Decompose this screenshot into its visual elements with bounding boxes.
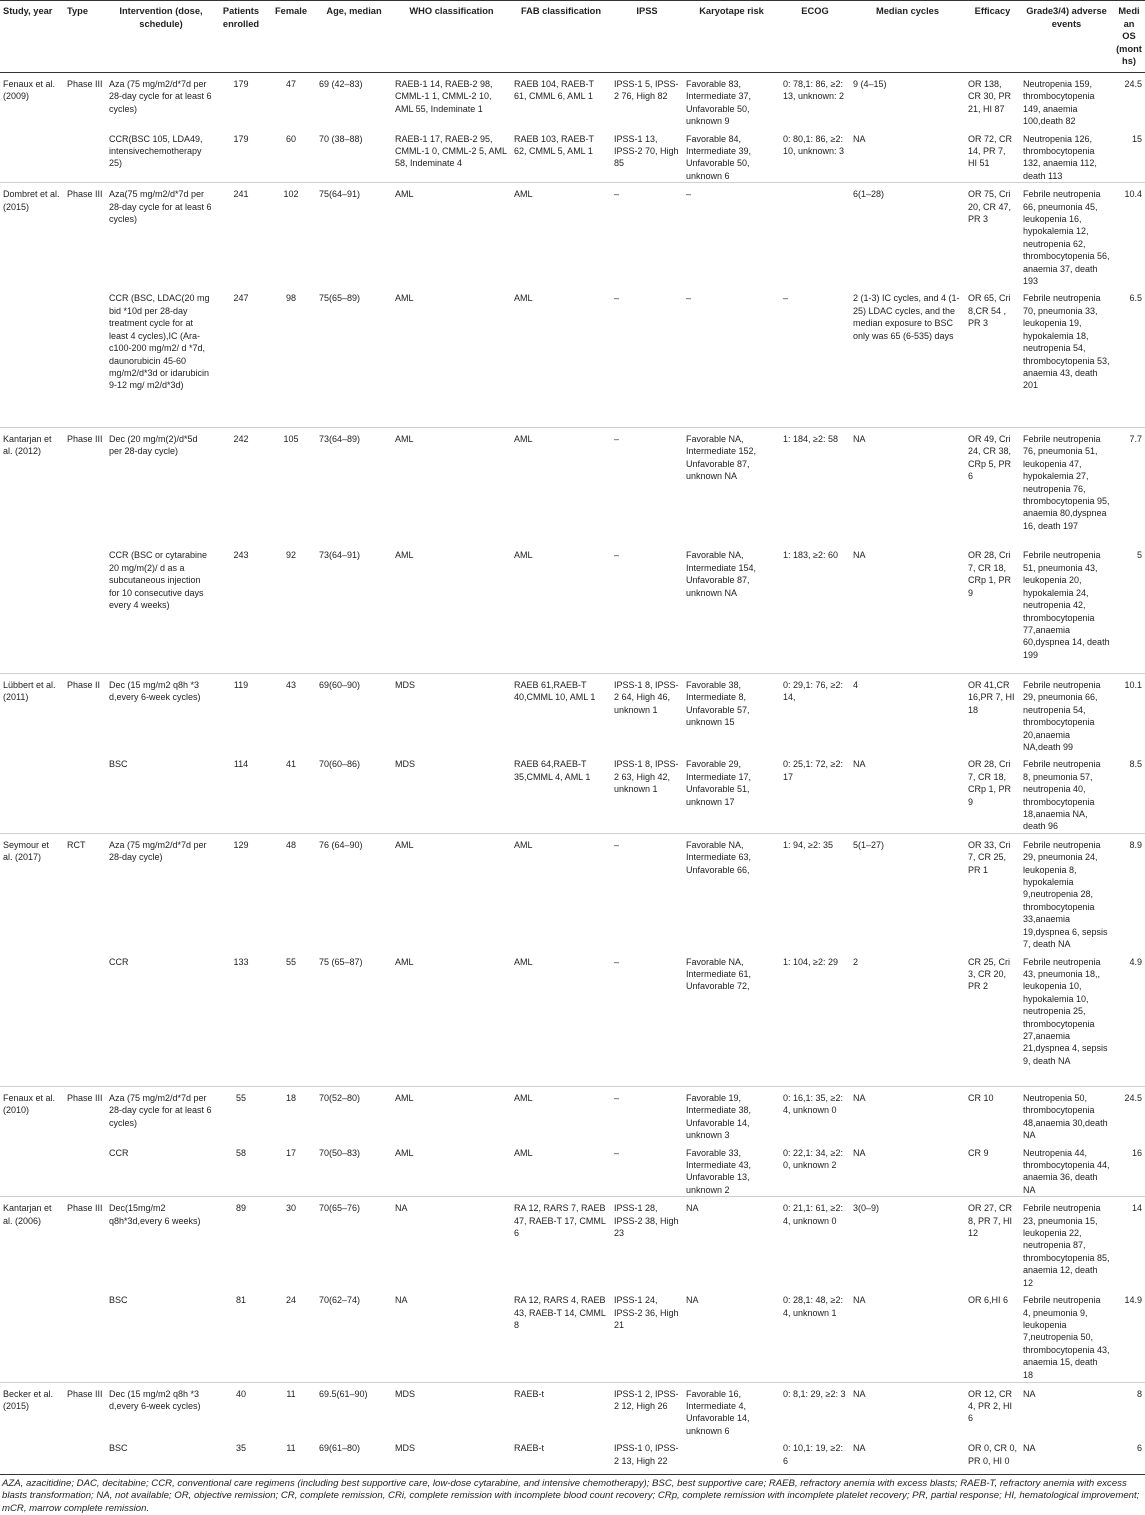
cell-ipss: –	[614, 550, 620, 561]
cell-ecog: 0: 28,1: 48, ≥2: 4, unknown 1	[783, 1295, 843, 1318]
header-ecog: ECOG	[780, 1, 850, 73]
table-row	[0, 673, 1145, 753]
cell-type: Phase III	[67, 78, 103, 89]
table-row	[0, 183, 1145, 288]
cell-karyotype: NA	[683, 1197, 780, 1289]
cell-karyotype: Favorable 16, Intermediate 4, Unfavorable 14, unknown 6	[683, 1382, 780, 1437]
cell-intervention: CCR	[109, 956, 129, 967]
cell-ipss: IPSS-1 28, IPSS-2 38, High 23	[611, 1197, 683, 1289]
table-row	[0, 1142, 1145, 1197]
cell-karyotype: Favorable 33, Intermediate 43, Unfavorable 13, unknown 2	[686, 1147, 752, 1195]
cell-study	[0, 287, 64, 427]
cell-type: Phase III	[64, 183, 106, 288]
cell-cycles: NA	[853, 759, 866, 770]
cell-who: NA	[392, 1197, 511, 1289]
cell-efficacy: CR 25, Cri 3, CR 20, PR 2	[968, 956, 1011, 992]
cell-cycles: NA	[850, 1087, 965, 1142]
cell-intervention: BSC	[106, 1437, 216, 1474]
cell-os: 10.4	[1113, 183, 1145, 288]
cell-cycles: NA	[853, 550, 866, 561]
cell-ecog: 0: 22,1: 34, ≥2: 0, unknown 2	[783, 1147, 843, 1171]
cell-intervention: Dec (15 mg/m2 q8h *3 d,every 6-week cycles)	[106, 673, 216, 753]
cell-ipss: –	[611, 833, 683, 950]
cell-karyotype: NA	[686, 1295, 699, 1306]
cell-female: 24	[285, 1295, 296, 1306]
cell-ecog: 0: 10,1: 19, ≥2: 6	[780, 1437, 850, 1474]
cell-who: MDS	[392, 1382, 511, 1437]
cell-who: MDS	[392, 673, 511, 753]
cell-type	[64, 1142, 106, 1197]
cell-who: AML	[392, 427, 511, 544]
cell-adverse: Febrile neutropenia 29, pneumonia 24, leukopenia 8, hypokalemia 9,neutropenia 28, thrombocytopenia 33,anaemia 19,dyspnea 6, sepsis 7, death NA	[1020, 833, 1113, 950]
cell-efficacy: OR 33, Cri 7, CR 25, PR 1	[965, 833, 1020, 950]
cell-female: 43	[266, 673, 316, 753]
cell-age: 69(61–80)	[316, 1437, 392, 1474]
cell-karyotype: Favorable 84, Intermediate 39, Unfavorable 50, unknown 6	[686, 133, 752, 181]
cell-ipss: –	[614, 293, 620, 304]
cell-efficacy: CR 9	[968, 1147, 989, 1158]
header-median-cycles: Median cycles	[850, 1, 965, 73]
cell-patients: 247	[233, 293, 249, 304]
header-fab: FAB classification	[511, 1, 611, 73]
cell-os: 16	[1131, 1147, 1142, 1158]
cell-age: 75 (65–87)	[319, 956, 363, 967]
cell-female: 17	[285, 1147, 296, 1158]
cell-os: 7.7	[1113, 427, 1145, 544]
cell-intervention: Dec (15 mg/m2 q8h *3 d,every 6-week cycles)	[106, 1382, 216, 1437]
cell-age: 70 (38–88)	[319, 133, 363, 144]
cell-intervention: CCR	[109, 1147, 129, 1158]
cell-female: 18	[266, 1087, 316, 1142]
table-row	[0, 1437, 1145, 1474]
cell-female: 55	[285, 956, 296, 967]
cell-karyotype: Favorable NA, Intermediate 152, Unfavorable 87, unknown NA	[683, 427, 780, 544]
cell-patients: 129	[216, 833, 266, 950]
cell-efficacy: OR 28, Cri 7, CR 18, CRp 1, PR 9	[968, 759, 1012, 807]
cell-intervention: CCR (BSC or cytarabine 20 mg/m(2)/ d as a subcutaneous injection for 10 consecutive days every 4 weeks)	[109, 550, 208, 611]
cell-study: Kantarjan et al. (2012)	[0, 427, 64, 544]
cell-adverse: NA	[1020, 1382, 1113, 1437]
cell-ipss: IPSS-1 0, IPSS-2 13, High 22	[611, 1437, 683, 1474]
cell-fab: AML	[514, 550, 533, 561]
cell-ipss: –	[614, 956, 620, 967]
cell-who: MDS	[395, 759, 415, 770]
cell-study: Fenaux et al. (2009)	[3, 78, 56, 102]
table-row	[0, 72, 1145, 127]
cell-ipss: –	[611, 1087, 683, 1142]
table-row	[0, 1382, 1145, 1437]
cell-fab: AML	[514, 293, 533, 304]
cell-type: Phase III	[64, 1197, 106, 1289]
cell-ecog	[780, 183, 850, 288]
cell-patients: 179	[233, 133, 249, 144]
cell-efficacy: OR 41,CR 16,PR 7, HI 18	[965, 673, 1020, 753]
cell-fab: RA 12, RARS 7, RAEB 47, RAEB-T 17, CMML 6	[511, 1197, 611, 1289]
cell-adverse: Neutropenia 50, thrombocytopenia 48,anaemia 30,death NA	[1020, 1087, 1113, 1142]
cell-ecog: 0: 25,1: 72, ≥2: 17	[783, 759, 843, 782]
cell-efficacy: OR 6,HI 6	[968, 1295, 1009, 1306]
cell-os: 5	[1136, 550, 1142, 561]
cell-patients: 114	[233, 759, 249, 770]
cell-karyotype: Favorable 83, Intermediate 37, Unfavorable 50, unknown 9	[686, 78, 752, 127]
table-row	[0, 951, 1145, 1087]
cell-female: 11	[266, 1437, 316, 1474]
cell-cycles: NA	[853, 1295, 866, 1306]
cell-fab: RAEB 104, RAEB-T 61, CMML 6, AML 1	[514, 78, 594, 102]
cell-age: 75(64–91)	[316, 183, 392, 288]
cell-fab: RAEB-t	[511, 1437, 611, 1474]
header-type: Type	[64, 1, 106, 73]
cell-study: Dombret et al. (2015)	[0, 183, 64, 288]
cell-ecog: 1: 184, ≥2: 58	[780, 427, 850, 544]
cell-ecog: 1: 183, ≥2: 60	[783, 550, 838, 561]
cell-ecog: 0: 16,1: 35, ≥2: 4, unknown 0	[780, 1087, 850, 1142]
cell-ecog: –	[783, 293, 789, 304]
cell-female: 98	[285, 293, 296, 304]
cell-os: 14.9	[1124, 1295, 1142, 1306]
cell-adverse: Febrile neutropenia 51, pneumonia 43, leukopenia 20, hypokalemia 24, neutropenia 42, thrombocytopenia 77,anaemia 60,dyspnea 14, death 199	[1023, 550, 1110, 660]
header-who: WHO classification	[392, 1, 511, 73]
cell-type	[64, 287, 106, 427]
cell-fab: RAEB 64,RAEB-T 35,CMML 4, AML 1	[514, 759, 591, 782]
cell-female: 105	[266, 427, 316, 544]
cell-cycles: 6(1–28)	[850, 183, 965, 288]
cell-cycles: 4	[850, 673, 965, 753]
cell-ecog: 0: 29,1: 76, ≥2: 14,	[780, 673, 850, 753]
cell-ipss: IPSS-1 24, IPSS-2 36, High 21	[614, 1295, 679, 1330]
cell-karyotype: –	[683, 183, 780, 288]
table-row	[0, 1087, 1145, 1142]
cell-efficacy: OR 138, CR 30, PR 21, HI 87	[968, 78, 1012, 114]
cell-age: 69(60–90)	[316, 673, 392, 753]
cell-karyotype	[683, 1437, 780, 1474]
cell-adverse: Febrile neutropenia 8, pneumonia 57, neutropenia 40, thrombocytopenia 18,anaemia NA, death 96	[1023, 759, 1101, 832]
cell-female: 92	[285, 550, 296, 561]
cell-female: 30	[266, 1197, 316, 1289]
cell-karyotype: Favorable NA, Intermediate 61, Unfavorable 72,	[686, 956, 752, 992]
cell-type	[64, 544, 106, 673]
cell-adverse: Neutropenia 44, thrombocytopenia 44, anaemia 36, death NA	[1023, 1147, 1110, 1195]
cell-patients: 179	[233, 78, 249, 89]
cell-type	[64, 1437, 106, 1474]
table-footnote: AZA, azacitidine; DAC, decitabine; CCR, conventional care regimens (including best supportive care, low-dose cytarabine, and intensive chemotherapy); BSC, best supportive care; RAEB, refractory anemia with excess blasts; RAEB-T, refractory anemia with excess blasts transformation; NA, not available; OR, objective remission; CR, complete remission, CRi, complete remission with incomplete blood count recovery; CRp, complete remission with incomplete platelet recovery; PR, partial response; HI, hematological improvement; mCR, marrow complete remission.	[2, 1477, 1140, 1514]
cell-ipss: IPSS-1 8, IPSS-2 64, High 46, unknown 1	[611, 673, 683, 753]
header-age: Age, median	[316, 1, 392, 73]
cell-cycles: NA	[850, 1382, 965, 1437]
cell-age: 70(52–80)	[316, 1087, 392, 1142]
cell-fab: RAEB 61,RAEB-T 40,CMML 10, AML 1	[511, 673, 611, 753]
cell-intervention: Aza (75 mg/m2/d*7d per 28-day cycle for at least 6 cycles)	[109, 78, 212, 114]
cell-cycles: 2	[853, 956, 859, 967]
cell-age: 69.5(61–90)	[316, 1382, 392, 1437]
cell-karyotype: Favorable 29, Intermediate 17, Unfavorable 51, unknown 17	[686, 759, 752, 807]
cell-patients: 81	[235, 1295, 246, 1306]
cell-who: AML	[395, 293, 414, 304]
table-row	[0, 544, 1145, 673]
cell-ipss: IPSS-1 5, IPSS-2 76, High 82	[614, 78, 679, 102]
cell-adverse: Febrile neutropenia 29, pneumonia 66, neutropenia 54, thrombocytopenia 20,anaemia NA,death 99	[1020, 673, 1113, 753]
cell-karyotype: Favorable 19, Intermediate 38, Unfavorable 14, unknown 3	[683, 1087, 780, 1142]
cell-ipss: IPSS-1 8, IPSS-2 63, High 42, unknown 1	[614, 759, 679, 795]
cell-adverse: Febrile neutropenia 66, pneumonia 45, leukopenia 16, hypokalemia 12, neutropenia 62, thrombocytopenia 56, anaemia 37, death 193	[1020, 183, 1113, 288]
cell-os: 6	[1113, 1437, 1145, 1474]
cell-karyotype: Favorable 38, Intermediate 8, Unfavorable 57, unknown 15	[683, 673, 780, 753]
cell-adverse: Febrile neutropenia 70, pneumonia 33, leukopenia 19, hypokalemia 18, neutropenia 54, thrombocytopenia 53, anaemia 43, death 201	[1023, 293, 1110, 391]
cell-who: RAEB-1 14, RAEB-2 98, CMML-1 1, CMML-2 10, AML 55, Indeminate 1	[395, 78, 493, 114]
cell-ecog: 1: 94, ≥2: 35	[780, 833, 850, 950]
cell-os: 14	[1113, 1197, 1145, 1289]
cell-ecog: 0: 8,1: 29, ≥2: 3	[780, 1382, 850, 1437]
cell-study	[0, 128, 64, 183]
cell-who: NA	[395, 1295, 408, 1306]
cell-type: Phase III	[64, 1087, 106, 1142]
cell-study	[0, 1289, 64, 1382]
cell-ipss: IPSS-1 13, IPSS-2 70, High 85	[614, 133, 679, 169]
table-row	[0, 1289, 1145, 1382]
cell-intervention: Aza (75 mg/m2/d*7d per 28-day cycle for at least 6 cycles)	[106, 1087, 216, 1142]
table-row	[0, 427, 1145, 544]
cell-intervention: Dec (20 mg/m(2)/d*5d per 28-day cycle)	[106, 427, 216, 544]
cell-type	[64, 1289, 106, 1382]
cell-cycles: NA	[853, 1147, 866, 1158]
cell-who: MDS	[392, 1437, 511, 1474]
cell-fab: AML	[514, 956, 533, 967]
cell-fab: AML	[511, 427, 611, 544]
cell-efficacy: OR 12, CR 4, PR 2, HI 6	[965, 1382, 1020, 1437]
cell-study	[0, 544, 64, 673]
cell-age: 76 (64–90)	[316, 833, 392, 950]
table-row	[0, 128, 1145, 183]
cell-who: AML	[395, 956, 414, 967]
cell-os: 24.5	[1124, 78, 1142, 89]
cell-fab: AML	[511, 183, 611, 288]
cell-who: AML	[392, 833, 511, 950]
cell-type: Phase III	[64, 1382, 106, 1437]
cell-age: 75(65–89)	[319, 293, 361, 304]
header-ipss: IPSS	[611, 1, 683, 73]
cell-cycles: 9 (4–15)	[853, 78, 887, 89]
cell-adverse: Neutropenia 159, thrombocytopenia 149, anaemia 100,death 82	[1023, 78, 1095, 127]
cell-study	[0, 951, 64, 1087]
cell-adverse: Febrile neutropenia 43, pneumonia 18,, leukopenia 10, hypokalemia 10, neutropenia 25, thrombocytopenia 27,anaemia 21,dyspnea 4, sepsis 9, death NA	[1023, 956, 1108, 1066]
cell-cycles: 2 (1-3) IC cycles, and 4 (1-25) LDAC cycles, and the median exposure to BSC only was 65 (6-535) days	[853, 293, 960, 341]
cell-patients: 55	[216, 1087, 266, 1142]
cell-ipss: –	[614, 1147, 620, 1158]
header-patients: Patients enrolled	[216, 1, 266, 73]
cell-age: 73(64–89)	[316, 427, 392, 544]
table-row	[0, 753, 1145, 833]
cell-intervention: BSC	[109, 759, 128, 770]
cell-efficacy: OR 49, Cri 24, CR 38, CRp 5, PR 6	[965, 427, 1020, 544]
header-female: Female	[266, 1, 316, 73]
header-efficacy: Efficacy	[965, 1, 1020, 73]
cell-karyotype: –	[686, 293, 692, 304]
header-study: Study, year	[0, 1, 64, 73]
cell-fab: AML	[511, 833, 611, 950]
cell-adverse: Neutropenia 126, thrombocytopenia 132, anaemia 112, death 113	[1023, 133, 1097, 181]
cell-study	[0, 753, 64, 833]
cell-efficacy: OR 72, CR 14, PR 7, HI 51	[968, 133, 1013, 169]
cell-intervention: BSC	[109, 1295, 128, 1306]
cell-ecog: 0: 21,1: 61, ≥2: 4, unknown 0	[780, 1197, 850, 1289]
cell-ipss: –	[611, 183, 683, 288]
cell-cycles: 5(1–27)	[850, 833, 965, 950]
cell-study	[0, 1142, 64, 1197]
cell-karyotype: Favorable NA, Intermediate 154, Unfavorable 87, unknown NA	[686, 550, 757, 598]
cell-patients: 243	[233, 550, 249, 561]
cell-fab: AML	[511, 1087, 611, 1142]
table-row	[0, 1197, 1145, 1289]
table-row	[0, 287, 1145, 427]
header-adverse-events: Grade3/4) adverse events	[1020, 1, 1113, 73]
cell-fab: AML	[514, 1147, 533, 1158]
cell-adverse: Febrile neutropenia 76, pneumonia 51, leukopenia 47, hypokalemia 27, neutropenia 76, thrombocytopenia 95, anaemia 80,dyspnea 16, death 197	[1020, 427, 1113, 544]
cell-os: 10.1	[1113, 673, 1145, 753]
cell-study: Fenaux et al. (2010)	[0, 1087, 64, 1142]
cell-patients: 119	[216, 673, 266, 753]
cell-adverse: NA	[1020, 1437, 1113, 1474]
cell-efficacy: OR 28, Cri 7, CR 18, CRp 1, PR 9	[968, 550, 1012, 598]
cell-female: 102	[266, 183, 316, 288]
cell-study: Seymour et al. (2017)	[0, 833, 64, 950]
cell-intervention: CCR (BSC, LDAC(20 mg bid *10d per 28-day treatment cycle for at least 4 cycles),IC (Ara-c100-200 mg/m2/ d *7d, daunorubicin 45-60 mg/m2/d*3d or idarubicin 9-12 mg/ m2/d*3d)	[109, 293, 210, 391]
cell-study: Becker et al. (2015)	[0, 1382, 64, 1437]
cell-study: Lübbert et al. (2011)	[0, 673, 64, 753]
cell-who: AML	[395, 1147, 414, 1158]
cell-age: 69 (42–83)	[319, 78, 363, 89]
cell-efficacy: CR 10	[965, 1087, 1020, 1142]
cell-patients: 89	[216, 1197, 266, 1289]
cell-ipss: IPSS-1 2, IPSS-2 12, High 26	[611, 1382, 683, 1437]
cell-type: Phase III	[64, 427, 106, 544]
table-header-row	[0, 1, 1145, 73]
cell-who: AML	[395, 550, 414, 561]
cell-efficacy: OR 75, Cri 20, CR 47, PR 3	[965, 183, 1020, 288]
cell-type	[64, 128, 106, 183]
cell-fab: RAEB 103, RAEB-T 62, CMML 5, AML 1	[514, 133, 594, 156]
cell-os: 8	[1113, 1382, 1145, 1437]
cell-os: 8.9	[1113, 833, 1145, 950]
cell-cycles: NA	[850, 1437, 965, 1474]
cell-female: 60	[285, 133, 296, 144]
cell-cycles: NA	[850, 427, 965, 544]
cell-intervention: CCR(BSC 105, LDA49, intensivechemotherapy 25)	[109, 133, 203, 169]
cell-os: 15	[1131, 133, 1142, 144]
cell-female: 41	[285, 759, 296, 770]
cell-who: RAEB-1 17, RAEB-2 95, CMML-1 0, CMML-2 5, AML 58, Indeminate 4	[395, 133, 507, 169]
cell-patients: 35	[216, 1437, 266, 1474]
cell-female: 11	[266, 1382, 316, 1437]
cell-age: 73(64–91)	[319, 550, 361, 561]
cell-age: 70(60–86)	[319, 759, 361, 770]
cell-study	[0, 1437, 64, 1474]
cell-fab: RAEB-t	[511, 1382, 611, 1437]
cell-cycles: NA	[853, 133, 866, 144]
cell-karyotype: Favorable NA, Intermediate 63, Unfavorable 66,	[683, 833, 780, 950]
cell-ipss: –	[611, 427, 683, 544]
cell-type	[64, 753, 106, 833]
cell-who: AML	[392, 1087, 511, 1142]
cell-intervention: Dec(15mg/m2 q8h*3d,every 6 weeks)	[106, 1197, 216, 1289]
cell-ecog: 0: 78,1: 86, ≥2: 13, unknown: 2	[783, 78, 845, 102]
cell-fab: RA 12, RARS 4, RAEB 43, RAEB-T 14, CMML 8	[514, 1295, 606, 1330]
cell-efficacy: OR 27, CR 8, PR 7, HI 12	[965, 1197, 1020, 1289]
cell-age: 70(50–83)	[319, 1147, 361, 1158]
cell-os: 24.5	[1113, 1087, 1145, 1142]
cell-study: Kantarjan et al. (2006)	[0, 1197, 64, 1289]
cell-adverse: Febrile neutropenia 23, pneumonia 15, leukopenia 22, neutropenia 87, thrombocytopenia 85, anaemia 12, death 12	[1020, 1197, 1113, 1289]
cell-type: RCT	[64, 833, 106, 950]
cell-patients: 58	[235, 1147, 246, 1158]
cell-ecog: 0: 80,1: 86, ≥2: 10, unknown: 3	[783, 133, 845, 156]
cell-os: 6.5	[1129, 293, 1142, 304]
cell-os: 4.9	[1129, 956, 1142, 967]
header-intervention: Intervention (dose, schedule)	[106, 1, 216, 73]
cell-intervention: Aza(75 mg/m2/d*7d per 28-day cycle for at least 6 cycles)	[106, 183, 216, 288]
cell-adverse: Febrile neutropenia 4, pneumonia 9, leukopenia 7,neutropenia 50, thrombocytopenia 43, anaemia 15, death 18	[1023, 1295, 1110, 1380]
cell-cycles: 3(0–9)	[850, 1197, 965, 1289]
cell-type: Phase II	[64, 673, 106, 753]
header-median-os: Median OS (months)	[1113, 1, 1145, 73]
cell-type	[64, 951, 106, 1087]
cell-patients: 242	[216, 427, 266, 544]
cell-efficacy: OR 65, Cri 8,CR 54 , PR 3	[968, 293, 1011, 329]
header-karyotype: Karyotape risk	[683, 1, 780, 73]
cell-age: 70(62–74)	[319, 1295, 361, 1306]
cell-who: AML	[392, 183, 511, 288]
cell-efficacy: OR 0, CR 0, PR 0, HI 0	[965, 1437, 1020, 1474]
cell-female: 48	[266, 833, 316, 950]
cell-patients: 133	[233, 956, 249, 967]
cell-intervention: Aza (75 mg/m2/d*7d per 28-day cycle)	[106, 833, 216, 950]
cell-female: 47	[285, 78, 296, 89]
cell-patients: 241	[216, 183, 266, 288]
cell-patients: 40	[216, 1382, 266, 1437]
cell-os: 8.5	[1129, 759, 1142, 770]
table-body	[0, 72, 1145, 1474]
cell-ecog: 1: 104, ≥2: 29	[783, 956, 838, 967]
table-row	[0, 833, 1145, 950]
cell-age: 70(65–76)	[316, 1197, 392, 1289]
